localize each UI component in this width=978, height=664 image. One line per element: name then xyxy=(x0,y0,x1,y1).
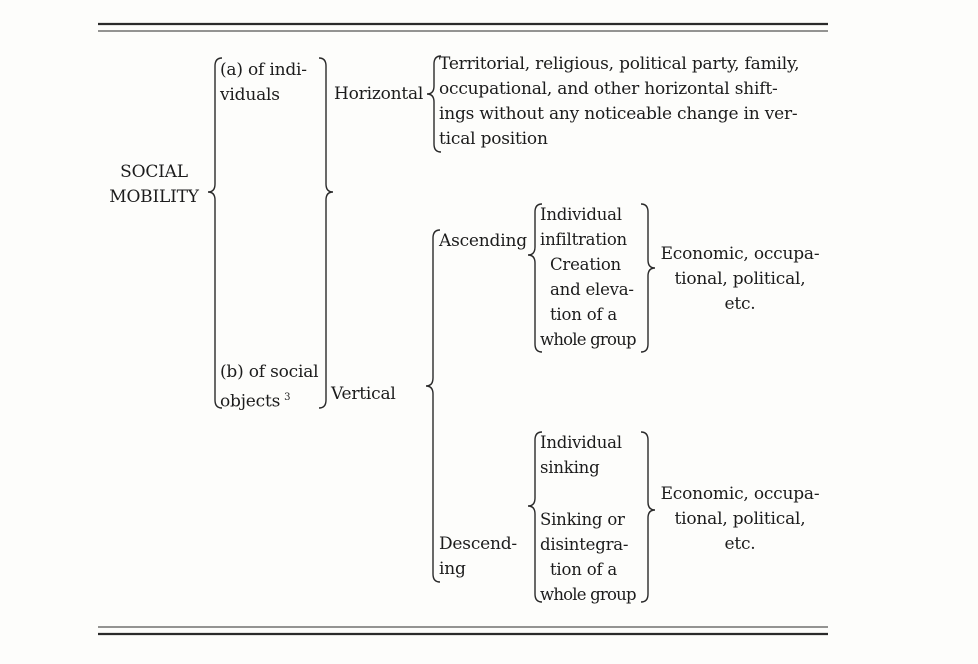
descending-form-line-2: sinking xyxy=(540,458,600,477)
ascending-domains xyxy=(652,242,828,317)
descending-label-line-1: Descend- xyxy=(439,534,517,554)
ascending-domain-line-3: etc. xyxy=(724,294,756,314)
horizontal-desc-line-2: occupational, and other horizontal shift- xyxy=(439,79,778,99)
horizontal-label: Horizontal xyxy=(334,84,424,104)
ascending-form-line-4: and eleva- xyxy=(550,280,634,299)
scope-individuals-line-2: viduals xyxy=(220,85,280,105)
horizontal-desc-line-3: ings without any noticeable change in ver- xyxy=(439,104,798,124)
ascending-form-line-3: Creation xyxy=(550,255,621,274)
brace-ascending-descending xyxy=(426,230,440,582)
descending-form-line-1: Individual xyxy=(540,433,622,452)
descending-form-line-4: disintegra- xyxy=(540,535,629,554)
root-line-2: MOBILITY xyxy=(109,187,199,207)
ascending-form-line-1: Individual xyxy=(540,205,622,224)
descending-form-line-6: whole group xyxy=(540,585,636,604)
scope-social-objects-line-1: (b) of social xyxy=(220,362,319,382)
ascending-form-line-5: tion of a xyxy=(550,305,618,324)
ascending-form-line-6: whole group xyxy=(540,330,636,349)
descending-label xyxy=(439,532,517,582)
descending-forms xyxy=(540,430,636,607)
scope-individuals xyxy=(220,58,307,108)
descending-domain-line-1: Economic, occupa- xyxy=(660,484,820,504)
ascending-label: Ascending xyxy=(439,231,527,251)
brace-horizontal-vertical xyxy=(319,58,333,408)
brace-social-mobility xyxy=(208,58,222,408)
scope-social-objects xyxy=(220,360,318,415)
ascending-forms xyxy=(540,202,636,352)
ascending-form-line-2: infiltration xyxy=(540,230,627,249)
descending-domain-line-3: etc. xyxy=(724,534,756,554)
horizontal-desc-line-4: tical position xyxy=(439,129,548,149)
social-mobility-root xyxy=(98,160,210,210)
descending-domain-line-2: tional, political, xyxy=(674,509,806,529)
footnote-mark: 3 xyxy=(284,392,291,403)
ascending-domain-line-2: tional, political, xyxy=(674,269,806,289)
root-line-1: SOCIAL xyxy=(120,162,188,182)
descending-form-line-3: Sinking or xyxy=(540,510,625,529)
vertical-label: Vertical xyxy=(331,384,396,404)
ascending-domain-line-1: Economic, occupa- xyxy=(660,244,820,264)
scope-individuals-line-1: (a) of indi- xyxy=(220,60,307,80)
descending-domains xyxy=(652,482,828,557)
horizontal-description xyxy=(439,52,799,152)
descending-form-line-5: tion of a xyxy=(550,560,618,579)
descending-label-line-2: ing xyxy=(439,559,466,579)
scope-social-objects-line-2: objects $^3$ xyxy=(220,391,291,412)
horizontal-desc-line-1: Territorial, religious, political party, family, xyxy=(439,54,800,74)
